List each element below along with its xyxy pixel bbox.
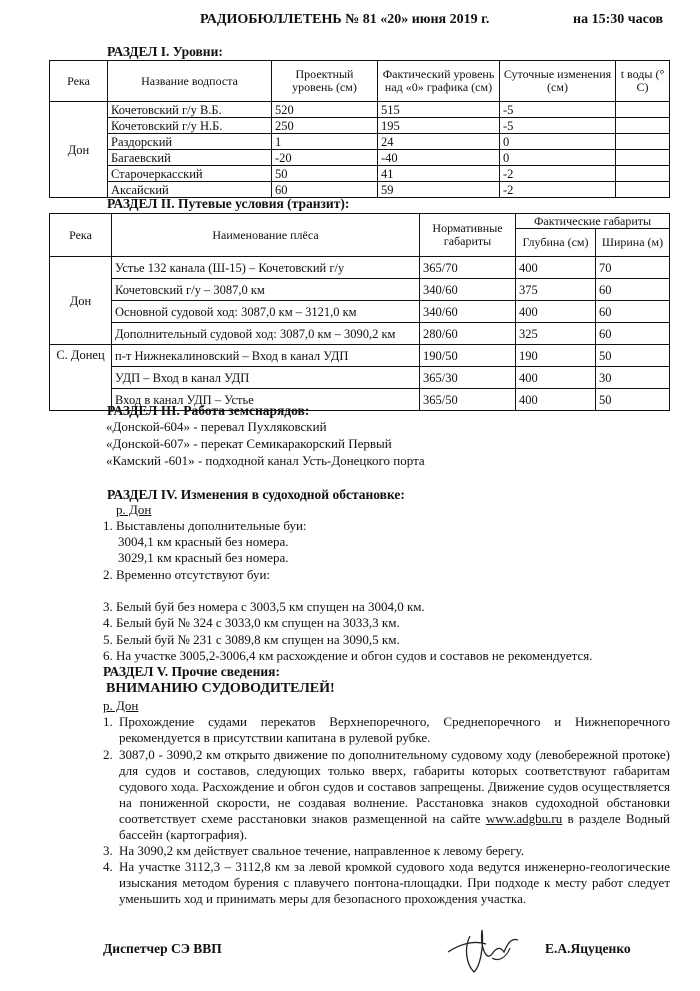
routes-cell: 375: [516, 279, 596, 301]
levels-cell: [616, 102, 670, 118]
routes-header-reach: Наименование плёса: [112, 214, 420, 257]
section5-river: р. Дон: [103, 698, 139, 713]
routes-cell: 280/60: [420, 323, 516, 345]
levels-cell: -40: [378, 150, 500, 166]
levels-cell: 59: [378, 182, 500, 198]
levels-cell: 195: [378, 118, 500, 134]
dredger-item: «Донской-604» - перевал Пухляковский: [106, 419, 327, 434]
routes-cell: 60: [596, 323, 670, 345]
routes-header-width: Ширина (м): [596, 229, 670, 257]
routes-header-river: Река: [50, 214, 112, 257]
routes-cell: 60: [596, 279, 670, 301]
routes-cell: 70: [596, 257, 670, 279]
table-row: [50, 323, 670, 345]
levels-cell: [616, 118, 670, 134]
routes-header-depth: Глубина (см): [516, 229, 596, 257]
attention-heading: ВНИМАНИЮ СУДОВОДИТЕЛЕЙ!: [106, 681, 335, 696]
routes-cell: Дополнительный судовой ход: 3087,0 км – 3090,2 км: [112, 323, 420, 345]
levels-cell: 50: [272, 166, 378, 182]
routes-cell: 325: [516, 323, 596, 345]
levels-cell: Кочетовский г/у В.Б.: [108, 102, 272, 118]
levels-cell: -2: [500, 182, 616, 198]
levels-cell: Старочеркасский: [108, 166, 272, 182]
change-line: 3. Белый буй без номера с 3003,5 км спущен на 3004,0 км.: [103, 599, 425, 614]
levels-header-actual: Фактический уровень над «0» графика (см): [378, 61, 500, 102]
table-row: [50, 345, 670, 367]
change-line: 6. На участке 3005,2-3006,4 км расхождение и обгон судов и составов не рекомендуется.: [103, 648, 593, 663]
levels-river: Дон: [50, 102, 108, 198]
note-text: 3087,0 - 3090,2 км открыто движение по дополнительному судовому ходу (левобережной протоке) для судов и составов, следующих только вверх, габариты которых соответствуют габаритам судового хода. Расхождение и обгон судов и составов запрещены. Движение судов осуществляется на пониженной скорости, не создавая волнение. Расстановка знаков судоходной обстановки соответствует схеме расстановки знаков размещенной на сайте www.adgbu.ru в разделе Водный бассейн (картография).: [119, 747, 670, 842]
levels-header-design: Проектный уровень (см): [272, 61, 378, 102]
routes-cell: 365/50: [420, 389, 516, 411]
section4-title: РАЗДЕЛ IV. Изменения в судоходной обстановке:: [107, 487, 405, 502]
routes-cell: 365/30: [420, 367, 516, 389]
levels-table: [49, 60, 670, 198]
table-row: [50, 150, 670, 166]
routes-cell: Устье 132 канала (Ш-15) – Кочетовский г/у: [112, 257, 420, 279]
levels-cell: Багаевский: [108, 150, 272, 166]
note-number: 2.: [103, 747, 113, 762]
note-text: На 3090,2 км действует свальное течение, направленное к левому берегу.: [119, 843, 524, 858]
routes-cell: Вход в канал УДП – Устье: [112, 389, 420, 411]
routes-table: [49, 213, 670, 411]
change-line: 1. Выставлены дополнительные буи:: [103, 518, 307, 533]
table-row: [50, 257, 670, 279]
dredger-item: «Донской-607» - перекат Семикаракорский Первый: [106, 436, 392, 451]
routes-river: Дон: [50, 257, 112, 345]
routes-cell: 365/70: [420, 257, 516, 279]
levels-cell: 250: [272, 118, 378, 134]
levels-cell: 60: [272, 182, 378, 198]
section4-river: р. Дон: [116, 502, 152, 517]
signer-name: Е.А.Яцуценко: [545, 941, 631, 956]
levels-cell: 0: [500, 150, 616, 166]
note-text: Прохождение судами перекатов Верхнепоречного, Среднепоречного и Нижнепоречного рекомендуется в присутствии капитана в рулевой рубке.: [119, 714, 670, 745]
levels-cell: 24: [378, 134, 500, 150]
section5-title: РАЗДЕЛ V. Прочие сведения:: [103, 664, 280, 679]
section2-title: РАЗДЕЛ II. Путевые условия (транзит):: [107, 196, 350, 211]
bulletin-title: РАДИОБЮЛЛЕТЕНЬ № 81 «20» июня 2019 г.: [200, 12, 490, 27]
levels-cell: 515: [378, 102, 500, 118]
levels-header-post: Название водпоста: [108, 61, 272, 102]
routes-cell: 50: [596, 345, 670, 367]
routes-cell: 400: [516, 257, 596, 279]
table-row: [50, 279, 670, 301]
routes-cell: 50: [596, 389, 670, 411]
dispatcher-label: Диспетчер СЭ ВВП: [103, 941, 222, 956]
levels-cell: -5: [500, 118, 616, 134]
table-row: [50, 118, 670, 134]
routes-cell: 400: [516, 389, 596, 411]
note-text: На участке 3112,3 – 3112,8 км за левой кромкой судового хода ведутся инженерно-геологические изыскания методом бурения с плавучего понтона-площадки. При подходе к месту работ следует уменьшить ход и принимать меры для безопасного прохождения участка.: [119, 859, 670, 906]
routes-cell: 340/60: [420, 279, 516, 301]
levels-cell: [616, 166, 670, 182]
levels-cell: Аксайский: [108, 182, 272, 198]
signature: [440, 918, 530, 978]
change-line: 3029,1 км красный без номера.: [118, 550, 289, 565]
levels-cell: -20: [272, 150, 378, 166]
routes-river: С. Донец: [50, 345, 112, 411]
levels-cell: [616, 150, 670, 166]
routes-cell: Кочетовский г/у – 3087,0 км: [112, 279, 420, 301]
routes-cell: УДП – Вход в канал УДП: [112, 367, 420, 389]
table-row: [50, 134, 670, 150]
note-number: 4.: [103, 859, 113, 874]
routes-cell: 60: [596, 301, 670, 323]
levels-cell: Раздорский: [108, 134, 272, 150]
bulletin-time: на 15:30 часов: [573, 12, 664, 27]
levels-cell: -2: [500, 166, 616, 182]
table-row: [50, 166, 670, 182]
routes-header-fact: Фактические габариты: [516, 214, 670, 229]
section3-title: РАЗДЕЛ III. Работа земснарядов:: [107, 403, 310, 418]
levels-cell: 520: [272, 102, 378, 118]
table-row: [50, 367, 670, 389]
levels-cell: -5: [500, 102, 616, 118]
routes-cell: 340/60: [420, 301, 516, 323]
routes-cell: п-т Нижнекалиновский – Вход в канал УДП: [112, 345, 420, 367]
routes-cell: 190: [516, 345, 596, 367]
levels-cell: [616, 182, 670, 198]
change-line: 5. Белый буй № 231 с 3089,8 км спущен на 3090,5 км.: [103, 632, 400, 647]
section1-title: РАЗДЕЛ I. Уровни:: [107, 44, 223, 59]
levels-cell: 0: [500, 134, 616, 150]
table-row: [50, 102, 670, 118]
levels-cell: 41: [378, 166, 500, 182]
routes-header-norm: Нормативные габариты: [420, 214, 516, 257]
note-number: 1.: [103, 714, 113, 729]
levels-header-river: Река: [50, 61, 108, 102]
change-line: 4. Белый буй № 324 с 3033,0 км спущен на 3033,3 км.: [103, 615, 400, 630]
table-row: [50, 301, 670, 323]
note-number: 3.: [103, 843, 113, 858]
levels-cell: 1: [272, 134, 378, 150]
routes-cell: 30: [596, 367, 670, 389]
routes-cell: 190/50: [420, 345, 516, 367]
levels-cell: [616, 134, 670, 150]
levels-cell: Кочетовский г/у Н.Б.: [108, 118, 272, 134]
dredger-item: «Камский -601» - подходной канал Усть-Донецкого порта: [106, 453, 425, 468]
routes-cell: 400: [516, 367, 596, 389]
levels-header-temp: t воды (° С): [616, 61, 670, 102]
change-line: 3004,1 км красный без номера.: [118, 534, 289, 549]
change-line: 2. Временно отсутствуют буи:: [103, 567, 271, 582]
levels-header-change: Суточные изменения (см): [500, 61, 616, 102]
routes-cell: Основной судовой ход: 3087,0 км – 3121,0 км: [112, 301, 420, 323]
site-link[interactable]: www.adgbu.ru: [485, 811, 563, 826]
routes-cell: 400: [516, 301, 596, 323]
